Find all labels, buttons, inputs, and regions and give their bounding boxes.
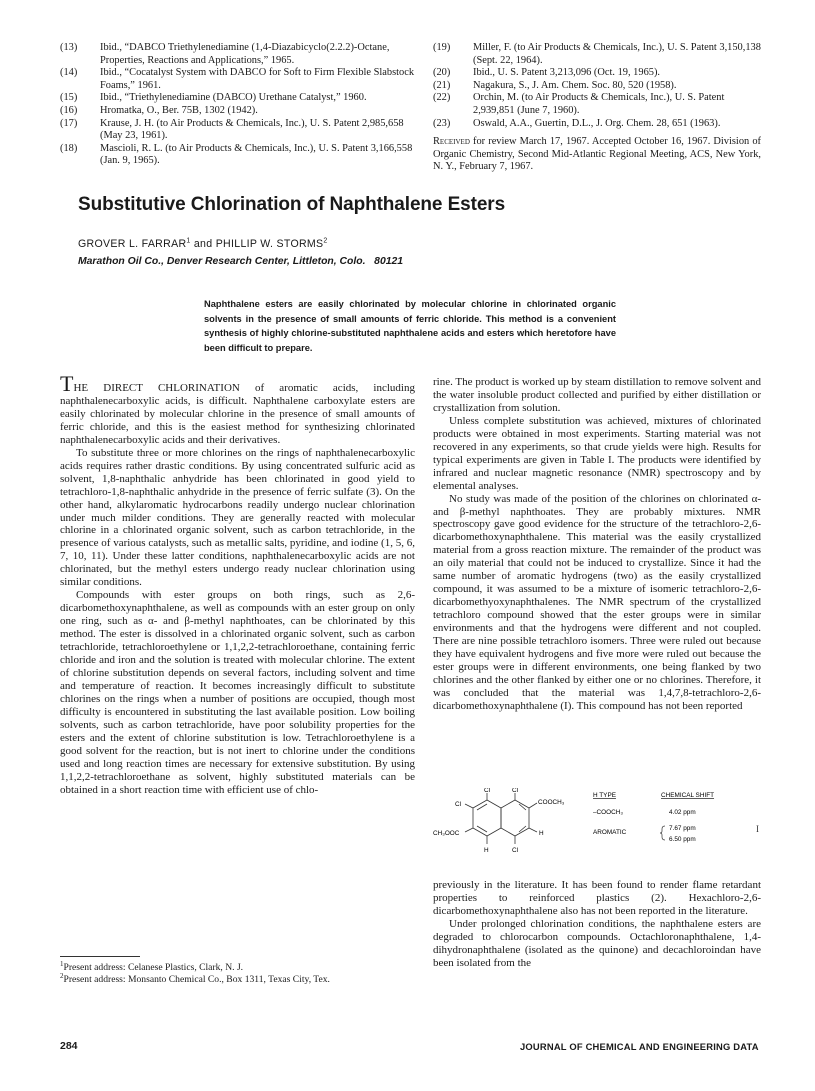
body-paragraph: Unless complete substitution was achieved, mixtures of chlorinated products were obtained in most experiments. Starting material was not recovered in any experiments, so that crude yields were high. Results for typical experiments are given in Table I. The products were identified by infrared and nuclear magnetic resonance (NMR) spectroscopy and by elemental analyses. [433, 414, 761, 492]
body-paragraph: previously in the literature. It has been found to render flame retardant properties to reinforced plastics (2). Hexachloro-2,6-dicarbomethoxynaphthalene also has not been reported in the literature. [433, 879, 761, 917]
reference-text: Ibid., “DABCO Triethylenediamine (1,4-Diazabicyclo(2.2.2)-Octane, Properties, Reactions and Applications,” 1965. [100, 42, 390, 66]
nmr-row2-type: AROMATIC [593, 829, 627, 836]
author-2-sup: 2 [323, 237, 328, 245]
reference-item [433, 118, 761, 131]
reference-text: Krause, J. H. (to Air Products & Chemicals, Inc.), U. S. Patent 2,985,658 (May 23, 1961). [100, 117, 404, 142]
abstract: Naphthalene esters are easily chlorinated by molecular chlorine in chlorinated organic solvents in the presence of small amounts of ferric chloride. This method is a convenient synthesis of highly chlorine-substituted naphthalene acids and esters which heretofore have been difficult to prepare. [204, 299, 616, 353]
body-left-column [60, 371, 415, 797]
received-label: Received [433, 136, 470, 148]
reference-number: (13) [60, 42, 78, 53]
footnote-rule [60, 956, 140, 957]
reference-text: Hromatka, O., Ber. 75B, 1302 (1942). [100, 104, 258, 116]
body-right-column-bottom [433, 879, 761, 970]
nmr-header-type: H TYPE [593, 792, 616, 799]
atom-h-right: H [539, 830, 544, 837]
reference-item [433, 80, 761, 93]
reference-item [60, 92, 415, 105]
drop-cap: T [60, 371, 74, 396]
reference-text: Ibid., U. S. Patent 3,213,096 (Oct. 19, 1965). [473, 67, 661, 79]
body-paragraph: To substitute three or more chlorines on the rings of naphthalenecarboxylic acids requires rather drastic conditions. By using concentrated sulfuric acid as solvent, 1,8-naphthalic anhydride has been chlorinated in good yield to tetrachloro-1,8-naphthalic anhydride in the presence of ferric sulfate (3). On the other hand, alkylaromatic hydrocarbons readily undergo nuclear chlorination under much milder conditions. They are generally reacted with molecular chlorine in a chlorinated organic solvent, such as carbon tetrachloride, in the presence of various catalysts, such as metallic salts, pyridine, and iodine (1, 5, 6, 7, 10, 11). Under these latter conditions, naphthalenecarboxylic acids are not chlorinated, but the methyl esters undergo ready nuclear chlorination using similar conditions. [60, 446, 415, 589]
reference-number: (14) [60, 67, 78, 79]
substituent-coo-left: CH₃OOC [433, 830, 460, 837]
reference-item [60, 118, 415, 143]
body-right-column-top [433, 376, 761, 713]
nmr-row2-shift-b: 6.50 ppm [669, 836, 696, 843]
reference-text: Oswald, A.A., Guertin, D.L., J. Org. Chem. 28, 651 (1963). [473, 117, 721, 129]
reference-number: (23) [433, 117, 451, 129]
reference-number: (17) [60, 117, 78, 129]
reference-number: (20) [433, 67, 451, 79]
reference-number: (15) [60, 92, 78, 104]
reference-text: Mascioli, R. L. (to Air Products & Chemicals, Inc.), U. S. Patent 3,166,558 (Jan. 9, 1965). [100, 142, 413, 167]
naphthalene-structure-diagram [433, 788, 773, 876]
structure-figure [433, 788, 773, 876]
substituent-coo-right: COOCH₃ [538, 799, 565, 806]
footnote-item [60, 959, 415, 974]
reference-text: Ibid., “Cocatalyst System with DABCO for Soft to Firm Flexible Slabstock Foams,” 1961. [100, 67, 415, 91]
nmr-row1-type: –COOCH₃ [593, 809, 623, 816]
body-paragraph [60, 371, 415, 447]
reference-text: Orchin, M. (to Air Products & Chemicals, Inc.), U. S. Patent 2,939,851 (June 7, 1960). [473, 92, 725, 116]
reference-number: (21) [433, 79, 451, 91]
footnotes [60, 959, 415, 985]
reference-item [60, 42, 415, 67]
atom-h-bottom: H [484, 847, 489, 854]
reference-number: (16) [60, 104, 78, 116]
atom-cl-bottom: Cl [512, 847, 519, 854]
journal-name: JOURNAL OF CHEMICAL AND ENGINEERING DATA [520, 1041, 759, 1052]
affiliation: Marathon Oil Co., Denver Research Center, Littleton, Colo. 80121 [78, 256, 404, 267]
body-paragraph: No study was made of the position of the chlorines on chlorinated α- and β-methyl naphthoates. They are probably mixtures. NMR spectroscopy gave good evidence for the structure of the tetrachloro-2,6-dicarbomethoxynaphthalene. This material was the easily crystallized material from a gross reaction mixture. The remainder of the product was an oily material that could not be induced to crystallize. Since it had the same number of aromatic hydrogens (two) as the easily crystallized compound, it was assumed to be a mixture of isomeric tetrachloro-2,6-dicarbomethyoxynaphthalenes. The NMR spectrum of the crystallized tetrachloro compound showed that the ester groups were in similar environments and that the hydrogens were different and not coupled. There are nine possible tetrachloro isomers. Three were ruled out because they have equivalent hydrogens and five more were ruled out because the ester groups were in different environments, one being flanked by two chlorines and the other flanked by either one or no chlorines. Therefore, it was concluded that the material was 1,4,7,8-tetrachloro-2,6-dicarbomethoxynaphthalene (I). This compound has not been reported [433, 492, 761, 712]
reference-number: (19) [433, 42, 451, 53]
footnote-marker: 1 [60, 959, 64, 968]
atom-cl-top-right: Cl [512, 788, 519, 794]
compound-label: I [756, 824, 759, 834]
reference-number: (18) [60, 142, 78, 154]
footnote-item [60, 971, 415, 986]
paragraph-text: HE DIRECT CHLORINATION of aromatic acids, including naphthalenecarboxylic acids, is difficult. Naphthalene carboxylate esters are easily chlorinated by molecular chlorine in the presence of small amounts of ferric chloride, and this is the easiest method for synthesizing chlorinated naphthalenecarboxylic acids and their derivatives. [60, 382, 415, 446]
nmr-row1-shift: 4.02 ppm [669, 809, 696, 816]
reference-text: Miller, F. (to Air Products & Chemicals, Inc.), U. S. Patent 3,150,138 (Sept. 22, 1964). [473, 42, 761, 66]
author-1-sup: 1 [186, 237, 191, 245]
body-paragraph: rine. The product is worked up by steam distillation to remove solvent and the water insoluble product collected and purified by either distillation or crystallization from solution. [433, 376, 761, 414]
reference-item [60, 67, 415, 92]
reference-item [433, 92, 761, 117]
received-note [433, 136, 761, 174]
page-number: 284 [60, 1040, 78, 1052]
reference-text: Nagakura, S., J. Am. Chem. Soc. 80, 520 (1958). [473, 79, 677, 91]
atom-cl-top-left: Cl [484, 788, 491, 794]
author-1: GROVER L. FARRAR [78, 238, 187, 250]
body-paragraph: Under prolonged chlorination conditions, the naphthalene esters are degraded to chlorocarbon compounds. Octachloronaphthalene, 1,4-dihydronaphthalene (isolated as the quinone) and decachloroindan have been isolated from the [433, 917, 761, 969]
nmr-brace [660, 826, 665, 840]
reference-item [433, 67, 761, 80]
references-left [60, 42, 415, 168]
body-paragraph: Compounds with ester groups on both rings, such as 2,6-dicarbomethoxynaphthalene, as well as compounds with an ester group on only one ring, such as α- and β-methyl naphthoates, can be chlorinated by this method. The ester is dissolved in a chlorinated organic solvent, such as carbon tetrachloride, tetrachloroethylene or 1,1,2,2-tetrachloroethane, containing ferric chloride and iron and the solution is treated with molecular chlorine. The extent of chlorine substitution depends on several factors, including solvent and time and temperature of reaction. It becomes increasingly difficult to substitute chlorines on the rings when a number of positions are occupied, though most difficulty is encountered in substituting the last available position. Low boiling solvents, such as carbon tetrachloride, have poor solubility properties for the esters and the extent of chlorine substitution is low. Tetrachloroethylene is a good solvent for the reaction, but is not inert to chlorine under the conditions used and long reaction times are necessary for extensive substitution. By using 1,1,2,2-tetrachloroethane as solvent, highly substituted materials can be obtained in a short reaction time with efficient use of chlo- [60, 589, 415, 796]
atom-cl-left: Cl [455, 801, 462, 808]
reference-number: (22) [433, 92, 451, 104]
author-and: and [193, 238, 213, 250]
reference-item [433, 42, 761, 67]
author-line [78, 238, 328, 250]
author-2: PHILLIP W. STORMS [215, 238, 324, 250]
nmr-row2-shift-a: 7.67 ppm [669, 825, 696, 832]
reference-item [60, 143, 415, 168]
footnote-marker: 2 [60, 971, 64, 980]
reference-item [60, 105, 415, 118]
received-text: for review March 17, 1967. Accepted October 16, 1967. Division of Organic Chemistry, Second Mid-Atlantic Regional Meeting, ACS, New York, N. Y., February 7, 1967. [433, 136, 761, 173]
references-right [433, 42, 761, 174]
reference-text: Ibid., “Triethylenediamine (DABCO) Urethane Catalyst,” 1960. [100, 92, 367, 104]
article-title: Substitutive Chlorination of Naphthalene Esters [78, 194, 506, 215]
nmr-header-shift: CHEMICAL SHIFT [661, 792, 715, 799]
footnote-text: Present address: Celanese Plastics, Clark, N. J. [63, 962, 244, 973]
footnote-text: Present address: Monsanto Chemical Co., Box 1311, Texas City, Tex. [63, 973, 330, 985]
